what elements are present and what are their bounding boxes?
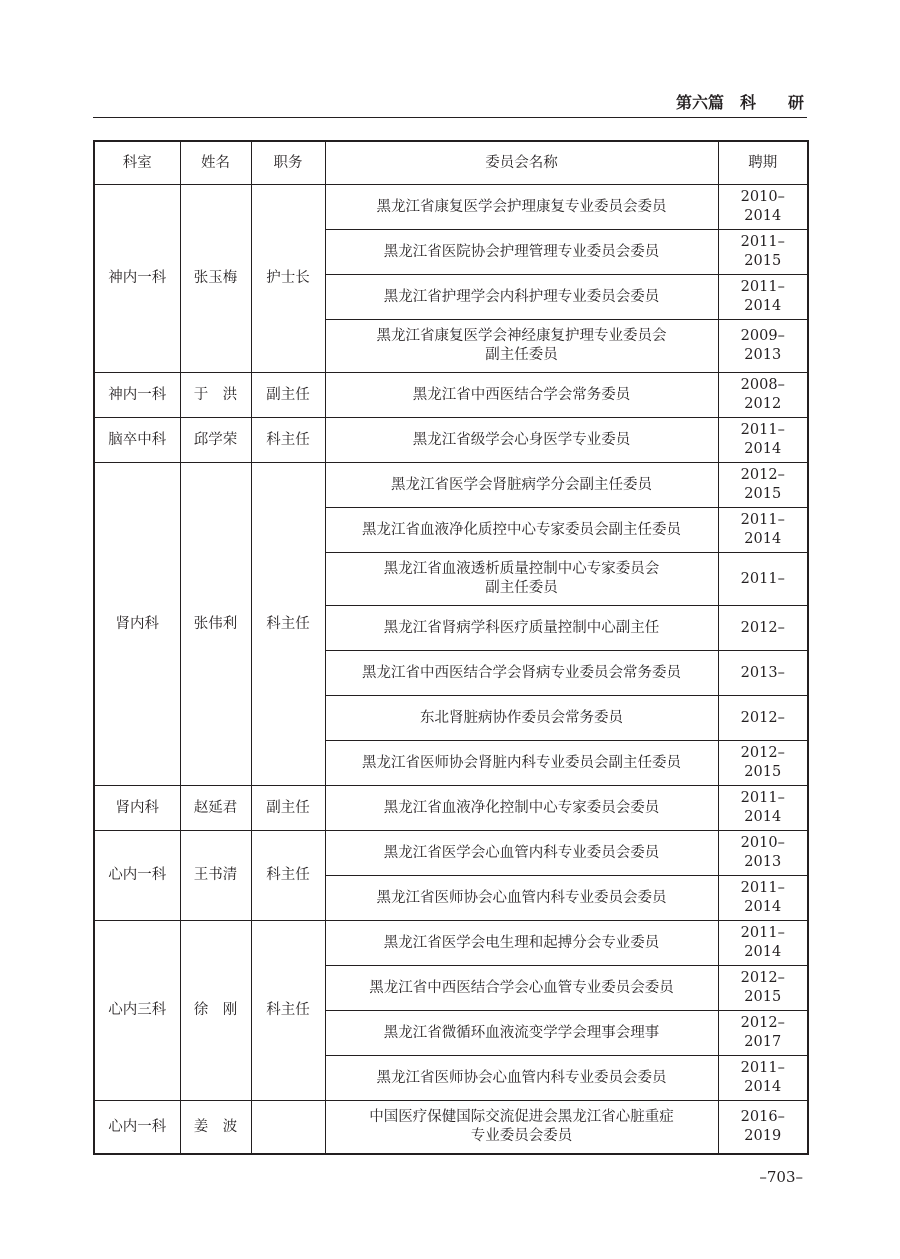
dept-cell: 心内三科 (94, 921, 180, 1101)
table-row (94, 786, 808, 831)
title-cell: 护士长 (251, 185, 325, 373)
committee-cell (325, 651, 718, 696)
committee-line: 副主任委员 (485, 347, 558, 363)
committee-line: 专业委员会委员 (470, 1128, 573, 1144)
term-cell: 2011–2014 (718, 786, 808, 831)
page-number: –703– (759, 1168, 803, 1186)
committee-line: 黑龙江省医学会电生理和起搏分会专业委员 (383, 934, 660, 951)
committee-line: 黑龙江省中西医结合学会心血管专业委员会委员 (369, 979, 674, 996)
name-cell: 王书清 (180, 831, 251, 921)
title-cell: 副主任 (251, 373, 325, 418)
title-cell: 科主任 (251, 921, 325, 1101)
table-header-row (94, 141, 808, 185)
term-cell: 2012–2015 (718, 966, 808, 1011)
title-cell: 科主任 (251, 831, 325, 921)
committee-cell (325, 320, 718, 373)
committee-cell (325, 966, 718, 1011)
committee-cell (325, 831, 718, 876)
committee-line: 黑龙江省康复医学会护理康复专业委员会委员 (376, 198, 667, 215)
term-cell: 2010–2013 (718, 831, 808, 876)
dept-cell: 神内一科 (94, 185, 180, 373)
committee-line: 黑龙江省中西医结合学会常务委员 (412, 386, 631, 403)
dept-cell: 脑卒中科 (94, 418, 180, 463)
title-cell: 科主任 (251, 463, 325, 786)
table-row (94, 463, 808, 508)
committee-cell (325, 1011, 718, 1056)
committee-cell (325, 373, 718, 418)
term-cell: 2011–2014 (718, 1056, 808, 1101)
title-cell: 科主任 (251, 418, 325, 463)
committee-line: 黑龙江省血液净化质控中心专家委员会副主任委员 (362, 521, 681, 538)
committee-cell (325, 230, 718, 275)
committee-cell (325, 741, 718, 786)
committee-line: 黑龙江省血液净化控制中心专家委员会委员 (383, 799, 660, 816)
committee-cell (325, 1056, 718, 1101)
column-header-committee: 委员会名称 (325, 141, 718, 185)
committee-line: 黑龙江省医师协会肾脏内科专业委员会副主任委员 (362, 754, 681, 771)
term-cell: 2013– (718, 651, 808, 696)
name-cell: 邱学荣 (180, 418, 251, 463)
committee-line: 黑龙江省医师协会心血管内科专业委员会委员 (376, 1069, 667, 1086)
committee-line: 副主任委员 (485, 580, 558, 596)
name-cell: 赵延君 (180, 786, 251, 831)
committee-cell (325, 508, 718, 553)
dept-cell: 心内一科 (94, 1101, 180, 1155)
committee-cell (325, 463, 718, 508)
column-header-name: 姓名 (180, 141, 251, 185)
committee-line: 黑龙江省肾病学科医疗质量控制中心副主任 (383, 619, 660, 636)
committee-line: 黑龙江省护理学会内科护理专业委员会委员 (383, 288, 660, 305)
committee-cell (325, 185, 718, 230)
committee-line: 黑龙江省医学会心血管内科专业委员会委员 (383, 844, 660, 861)
term-cell: 2012– (718, 696, 808, 741)
name-cell: 张玉梅 (180, 185, 251, 373)
table-body (94, 185, 808, 1155)
column-header-dept: 科室 (94, 141, 180, 185)
term-cell: 2011–2014 (718, 418, 808, 463)
term-cell: 2011–2014 (718, 275, 808, 320)
committee-line: 黑龙江省血液透析质量控制中心专家委员会 (383, 561, 660, 577)
committee-cell (325, 418, 718, 463)
table-row (94, 373, 808, 418)
name-cell: 徐 刚 (180, 921, 251, 1101)
term-cell: 2011– (718, 553, 808, 606)
header-rule (93, 117, 807, 118)
committee-cell (325, 606, 718, 651)
section-title: 第六篇 科 研 (675, 93, 804, 112)
committee-line: 黑龙江省康复医学会神经康复护理专业委员会 (376, 328, 667, 344)
dept-cell: 肾内科 (94, 463, 180, 786)
term-cell: 2012– (718, 606, 808, 651)
name-cell: 姜 波 (180, 1101, 251, 1155)
committee-cell (325, 921, 718, 966)
title-cell (251, 1101, 325, 1155)
term-cell: 2016–2019 (718, 1101, 808, 1155)
term-cell: 2008–2012 (718, 373, 808, 418)
column-header-term: 聘期 (718, 141, 808, 185)
committee-cell (325, 1101, 718, 1155)
committee-cell (325, 786, 718, 831)
table-row (94, 831, 808, 876)
committee-line: 黑龙江省级学会心身医学专业委员 (412, 431, 631, 448)
term-cell: 2011–2014 (718, 508, 808, 553)
term-cell: 2011–2014 (718, 921, 808, 966)
table-row (94, 185, 808, 230)
committee-cell (325, 876, 718, 921)
term-cell: 2011–2014 (718, 876, 808, 921)
committee-line: 黑龙江省医院协会护理管理专业委员会委员 (383, 243, 660, 260)
committee-cell (325, 553, 718, 606)
term-cell: 2012–2015 (718, 463, 808, 508)
committee-line: 黑龙江省中西医结合学会肾病专业委员会常务委员 (362, 664, 681, 681)
committee-line: 黑龙江省微循环血液流变学学会理事会理事 (383, 1024, 660, 1041)
committee-cell (325, 696, 718, 741)
name-cell: 张伟利 (180, 463, 251, 786)
name-cell: 于 洪 (180, 373, 251, 418)
column-header-title: 职务 (251, 141, 325, 185)
table-row (94, 418, 808, 463)
committee-line: 中国医疗保健国际交流促进会黑龙江省心脏重症 (369, 1109, 674, 1125)
committee-line: 黑龙江省医师协会心血管内科专业委员会委员 (376, 889, 667, 906)
committee-line: 东北肾脏病协作委员会常务委员 (420, 709, 623, 726)
committee-table (93, 140, 809, 1155)
title-cell: 副主任 (251, 786, 325, 831)
term-cell: 2010–2014 (718, 185, 808, 230)
term-cell: 2012–2017 (718, 1011, 808, 1056)
term-cell: 2012–2015 (718, 741, 808, 786)
dept-cell: 心内一科 (94, 831, 180, 921)
dept-cell: 神内一科 (94, 373, 180, 418)
term-cell: 2009–2013 (718, 320, 808, 373)
table-row (94, 921, 808, 966)
committee-line: 黑龙江省医学会肾脏病学分会副主任委员 (391, 476, 652, 493)
committee-cell (325, 275, 718, 320)
table-row (94, 1101, 808, 1155)
term-cell: 2011–2015 (718, 230, 808, 275)
dept-cell: 肾内科 (94, 786, 180, 831)
